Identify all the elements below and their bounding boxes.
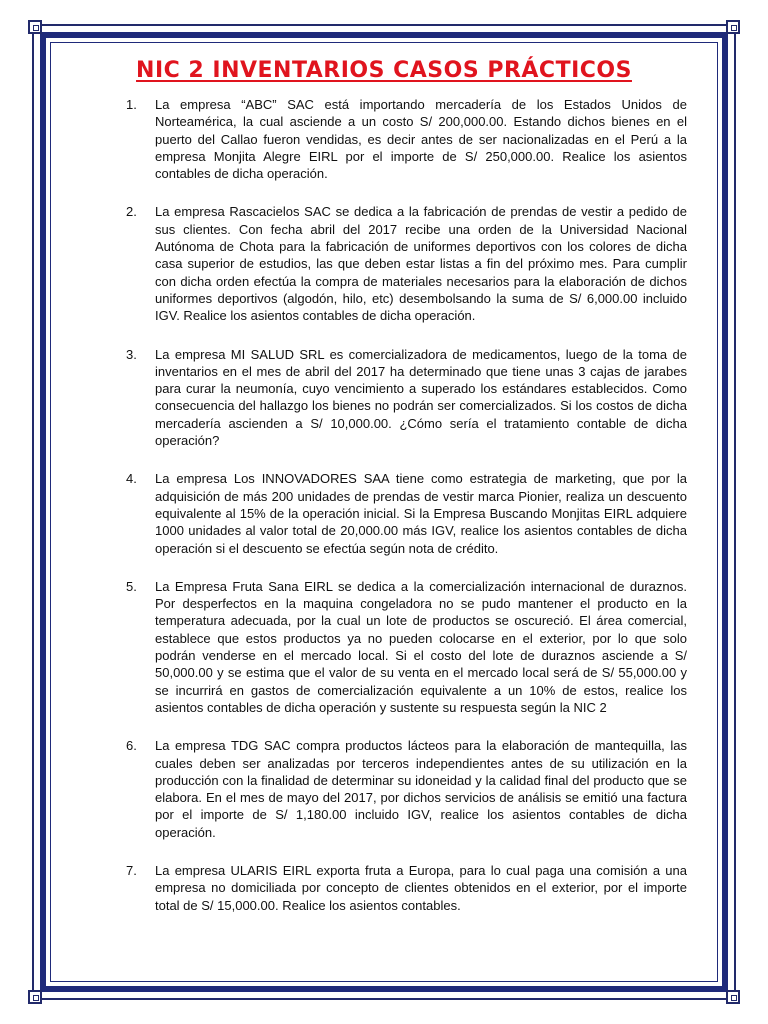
exercise-text: La empresa ULARIS EIRL exporta fruta a Europa, para lo cual paga una comisión a una empresa no domiciliada por concepto de clientes obtenidos en el exterior, por el importe total de S/ 15,000.00. Realice los asientos contables. bbox=[155, 862, 687, 913]
border-corner-ornament bbox=[726, 20, 740, 34]
exercise-number: 6. bbox=[126, 738, 137, 754]
exercise-text: La empresa TDG SAC compra productos lácteos para la elaboración de mantequilla, las cuales deben ser analizadas por terceros independientes antes de su utilización en la producción con la finalidad de determinar su idoneidad y la calidad final del producto que se elabora. En el mes de mayo del 2017, por dichos servicios de análisis se emitió una factura por el importe de S/ 1,180.00 incluido IGV, realice los asientos contables de dicha operación. bbox=[155, 738, 687, 840]
exercise-number: 1. bbox=[126, 97, 137, 112]
exercise-number: 2. bbox=[126, 204, 137, 220]
exercise-number: 7. bbox=[126, 862, 137, 878]
exercise-item bbox=[0, 346, 768, 450]
exercise-text: La empresa Los INNOVADORES SAA tiene como estrategia de marketing, que por la adquisición de más 200 unidades de prendas de vestir marca Pionier, realiza un descuento equivalente al 15% de la operación inicial. Si la Empresa Buscando Monjitas EIRL adquiere 1000 unidades al valor total de 20,000.00 más IGV, realice los asientos contables de dicha operación si el descuento se efectúa según nota de crédito. bbox=[155, 471, 687, 556]
border-corner-ornament bbox=[28, 990, 42, 1004]
exercise-list bbox=[0, 96, 768, 935]
exercise-number: 4. bbox=[126, 471, 137, 487]
exercise-text: La Empresa Fruta Sana EIRL se dedica a la comercialización internacional de duraznos. Por desperfectos en la maquina congeladora no se pudo mantener el producto en la temperatura adecuada, por la cual un lote de productos se oscureció. El área comercial, establece que estos productos ya no pueden colocarse en el exterior, por lo que solo podrán venderse en el mercado local. Si el costo del lote de duraznos asciende a S/ 50,000.00 y se estima que el valor de su venta en el mercado local será de S/ 55,000.00 y se incurrirá en gastos de comercialización equivalente a un 10% de estos, realice los asientos contables de dicha operación y sustente su respuesta según la NIC 2 bbox=[155, 578, 687, 715]
exercise-text: La empresa MI SALUD SRL es comercializadora de medicamentos, luego de la toma de inventarios en el mes de abril del 2017 ha determinado que tiene unas 3 cajas de jarabes para curar la neumonía, cuyo vencimiento a superado los estándares establecidos. Como consecuencia del hallazgo los bienes no podrán ser comercializados. Si los costos de dicha mercadería ascienden a S/ 10,000.00. ¿Cómo sería el tratamiento contable de dicha operación? bbox=[155, 346, 687, 449]
border-corner-ornament bbox=[28, 20, 42, 34]
exercise-item bbox=[0, 96, 768, 182]
exercise-number: 3. bbox=[126, 346, 137, 362]
exercise-text: La empresa “ABC” SAC está importando mercadería de los Estados Unidos de Norteamérica, la cual asciende a un costo S/ 200,000.00. Estando dichos bienes en el puerto del Callao fueron vendidas, es decir antes de ser nacionalizadas en el Perú a la empresa Monjita Alegre EIRL por el importe de S/ 250,000.00. Realice los asientos contables de dicha operación. bbox=[155, 97, 687, 182]
border-corner-ornament bbox=[726, 990, 740, 1004]
exercise-item bbox=[0, 203, 768, 324]
exercise-item bbox=[0, 470, 768, 556]
exercise-item bbox=[0, 578, 768, 716]
exercise-item bbox=[0, 737, 768, 841]
document-title: NIC 2 INVENTARIOS CASOS PRÁCTICOS bbox=[136, 58, 632, 83]
exercise-number: 5. bbox=[126, 578, 137, 594]
exercise-text: La empresa Rascacielos SAC se dedica a la fabricación de prendas de vestir a pedido de sus clientes. Con fecha abril del 2017 recibe una orden de la Universidad Nacional Autónoma de Chota para la fabricación de uniformes deportivos con los colores de dicha casa superior de estudios, las que deben estar listas a fin del próximo mes. Para cumplir con dicha orden efectúa la compra de materiales necesarios para la elaboración de dichos uniformes deportivos (algodón, hilo, etc) desembolsando la suma de S/ 6,000.00 incluido IGV. Realice los asientos contables de dicha operación. bbox=[155, 204, 687, 324]
exercise-item bbox=[0, 862, 768, 914]
